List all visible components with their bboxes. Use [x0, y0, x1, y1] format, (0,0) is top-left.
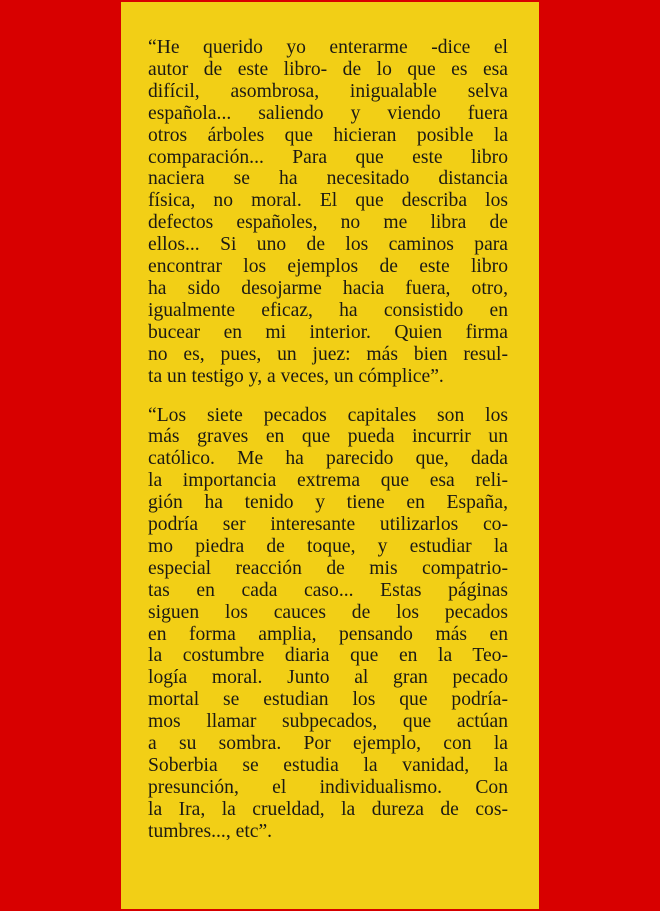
text-line: especial reacción de mis compatrio-: [148, 557, 508, 579]
text-line: presunción, el individualismo. Con: [148, 776, 508, 798]
text-line: tumbres..., etc”.: [148, 820, 273, 842]
text-line: otros árboles que hicieran posible la: [148, 124, 508, 146]
text-line: española... saliendo y viendo fuera: [148, 102, 508, 124]
text-line: naciera se ha necesitado distancia: [148, 168, 508, 190]
blurb-text: [148, 37, 508, 843]
text-line: Soberbia se estudia la vanidad, la: [148, 755, 508, 776]
text-line: difícil, asombrosa, inigualable selva: [148, 80, 508, 102]
text-line: autor de este libro- de lo que es esa: [148, 58, 508, 80]
text-line: ellos... Si uno de los caminos para: [148, 234, 508, 256]
text-line: en forma amplia, pensando más en: [148, 623, 508, 645]
text-line: igualmente eficaz, ha consistido en: [148, 299, 508, 321]
text-line: “He querido yo enterarme -dice el: [148, 37, 508, 58]
text-line: mos llamar subpecados, que actúan: [148, 711, 508, 733]
text-line: “Los siete pecados capitales son los: [148, 404, 508, 426]
text-line: siguen los cauces de los pecados: [148, 601, 508, 623]
text-line: comparación... Para que este libro: [148, 146, 508, 168]
text-line: ta un testigo y, a veces, un cómplice”.: [148, 365, 444, 387]
text-line: a su sombra. Por ejemplo, con la: [148, 733, 508, 755]
text-line: católico. Me ha parecido que, dada: [148, 448, 508, 470]
text-line: tas en cada caso... Estas páginas: [148, 579, 508, 601]
blurb-paragraph-1: [148, 37, 508, 388]
text-line: no es, pues, un juez: más bien resul-: [148, 343, 508, 365]
blurb-paragraph-2: [148, 405, 508, 843]
text-line: física, no moral. El que describa los: [148, 190, 508, 212]
text-line: la costumbre diaria que en la Teo-: [148, 645, 508, 667]
text-line: mo piedra de toque, y estudiar la: [148, 535, 508, 557]
text-line: gión ha tenido y tiene en España,: [148, 492, 508, 514]
text-line: bucear en mi interior. Quien firma: [148, 321, 508, 343]
text-line: podría ser interesante utilizarlos co-: [148, 514, 508, 536]
text-line: la Ira, la crueldad, la dureza de cos-: [148, 798, 508, 820]
text-line: más graves en que pueda incurrir un: [148, 426, 508, 448]
text-line: la importancia extrema que esa reli-: [148, 470, 508, 492]
text-line: mortal se estudian los que podría-: [148, 689, 508, 711]
text-line: ha sido desojarme hacia fuera, otro,: [148, 277, 508, 299]
text-line: logía moral. Junto al gran pecado: [148, 667, 508, 689]
text-line: encontrar los ejemplos de este libro: [148, 256, 508, 278]
text-line: defectos españoles, no me libra de: [148, 212, 508, 234]
